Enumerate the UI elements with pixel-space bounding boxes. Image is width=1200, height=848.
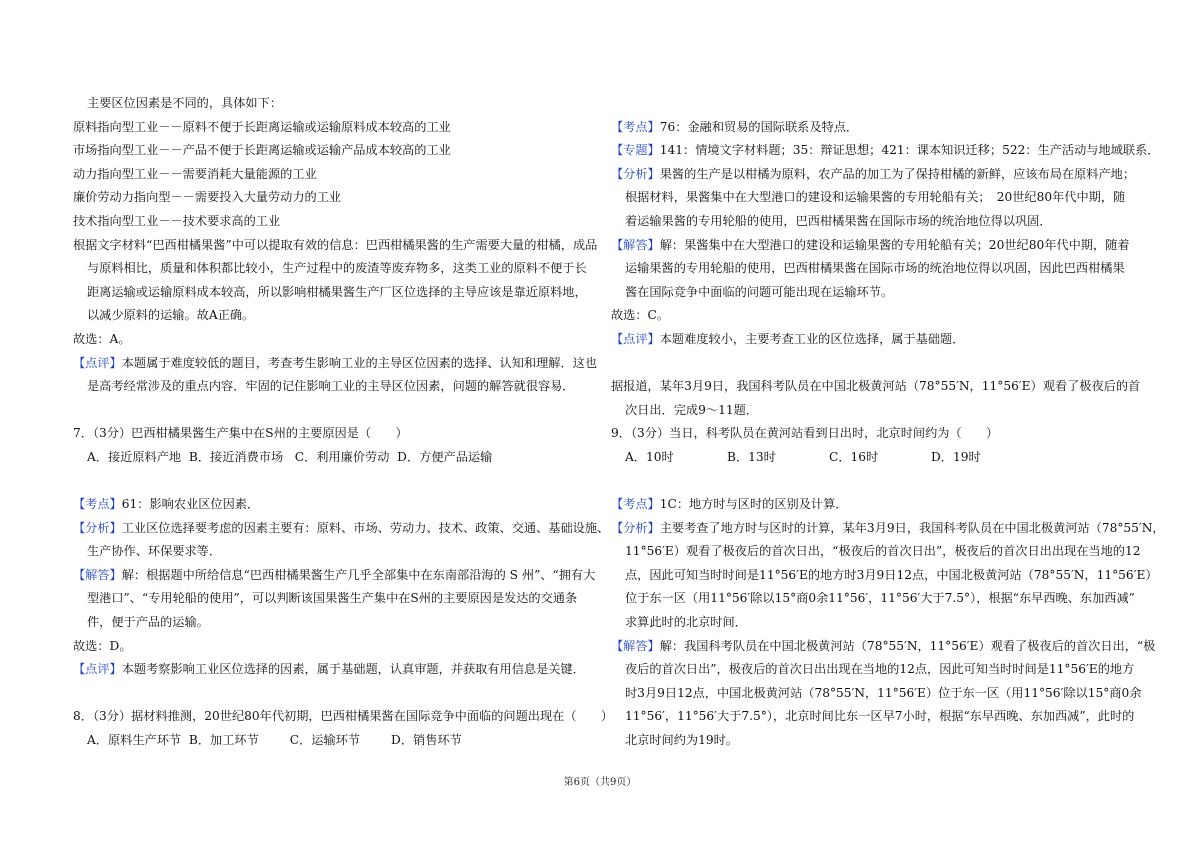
comment-line xyxy=(73,352,598,376)
comment-text: 本题属于难度较低的题目，考查考生影响工业的主导区位因素的选择、认知和理解．这也 xyxy=(121,355,598,370)
jieda-tag: 【解答】 xyxy=(611,638,660,653)
option-a: A．10时 xyxy=(625,449,674,464)
kaodian-text: 61：影响农业区位因素． xyxy=(121,497,260,512)
spacer xyxy=(611,352,1131,376)
jieda-line: 时3月9日12点，中国北极黄河站（78°55′N，11°56′E）位于东一区（用11°56′除以15°商0余 xyxy=(625,685,1142,700)
kaodian-tag: 【考点】 xyxy=(611,119,660,134)
analysis-line: 以减少原料的运输。故A正确。 xyxy=(87,308,255,323)
fenxi-tag: 【分析】 xyxy=(611,166,660,181)
factor-line: 廉价劳动力指向型－－需要投入大量劳动力的工业 xyxy=(73,190,342,205)
dianping-text: 本题考察影响工业区位选择的因素，属于基础题，认真审题，并获取有用信息是关键． xyxy=(121,662,585,677)
fenxi-text: 主要考查了地方时与区时的计算，某年3月9日，我国科考队员在中国北极黄河站（78°55′N， xyxy=(659,520,1165,535)
kaodian-line xyxy=(611,116,1131,140)
option-a: A．接近原料产地 xyxy=(87,449,182,464)
option-b: B．加工环节 xyxy=(188,733,259,748)
right-column xyxy=(611,92,1165,753)
dianping-line xyxy=(73,658,593,682)
factor-line: 技术指向型工业－－技术要求高的工业 xyxy=(73,213,281,228)
jieda-line: 北京时间约为19时。 xyxy=(625,733,739,748)
jieda-line xyxy=(611,635,1156,659)
jieda-line: 件，便于产品的运输。 xyxy=(87,615,209,630)
spacer xyxy=(73,682,593,706)
dianping-tag: 【点评】 xyxy=(73,662,122,677)
option-c: C．16时 xyxy=(829,449,879,464)
zhuanti-tag: 【专题】 xyxy=(611,143,660,158)
kaodian-tag: 【考点】 xyxy=(611,497,660,512)
choice-line: 故选：C。 xyxy=(611,308,670,323)
question-7-stem: 7．（3分）巴西柑橘果酱生产集中在S州的主要原因是（ ） xyxy=(73,426,408,441)
fenxi-tag: 【分析】 xyxy=(611,520,660,535)
option-c: C．利用廉价劳动 xyxy=(294,449,390,464)
option-c: C．运输环节 xyxy=(289,733,361,748)
fenxi-line: 求算此时的北京时间． xyxy=(625,615,747,630)
jieda-text: 解：果酱集中在大型港口的建设和运输果酱的专用轮船有关；20世纪80年代中期，随着 xyxy=(659,237,1130,252)
material-line: 次日出．完成9～11题． xyxy=(625,402,758,417)
intro-text: 主要区位因素是不同的，具体如下： xyxy=(87,96,282,110)
spacer xyxy=(611,470,1131,494)
jieda-line: 11°56′，11°56′大于7.5°），北京时间比东一区早7小时，根据“东早西晚、东加西减”，此时的 xyxy=(625,709,1135,724)
question-8-options xyxy=(73,729,593,753)
dianping-text: 本题难度较小，主要考查工业的区位选择，属于基础题． xyxy=(659,331,965,346)
question-9-options xyxy=(611,446,1131,470)
fenxi-line xyxy=(73,517,610,541)
spacer xyxy=(73,399,593,423)
kaodian-text: 76：金融和贸易的国际联系及特点． xyxy=(659,119,859,134)
fenxi-tag: 【分析】 xyxy=(73,520,122,535)
question-8-stem: 8．（3分）据材料推测，20世纪80年代初期，巴西柑橘果酱在国际竞争中面临的问题出现在（ ） xyxy=(73,709,614,724)
question-9-stem: 9．（3分）当日，科考队员在黄河站看到日出时，北京时间约为（ ） xyxy=(611,426,999,441)
choice-line: 故选：A。 xyxy=(73,331,131,346)
choice-line: 故选：D。 xyxy=(73,638,132,653)
jieda-line: 型港口”、“专用轮船的使用”，可以判断该国果酱生产集中在S州的主要原因是发达的交通条 xyxy=(87,591,578,606)
kaodian-line xyxy=(611,493,1131,517)
option-d: D．销售环节 xyxy=(391,733,462,748)
question-7-options xyxy=(73,446,593,470)
factor-line: 原料指向型工业－－原料不便于长距离运输或运输原料成本较高的工业 xyxy=(73,119,451,134)
fenxi-line: 根据材料，果酱集中在大型港口的建设和运输果酱的专用轮船有关； 20世纪80年代中期，随 xyxy=(625,190,1126,205)
zhuanti-text: 141：情境文字材料题；35：辩证思想；421：课本知识迁移；522：生产活动与地域联系． xyxy=(659,143,1160,158)
factor-line: 市场指向型工业－－产品不便于长距离运输或运输产品成本较高的工业 xyxy=(73,143,451,158)
dianping-tag: 【点评】 xyxy=(611,331,660,346)
jieda-line: 运输果酱的专用轮船的使用，巴西柑橘果酱在国际市场的统治地位得以巩固，因此巴西柑橘果 xyxy=(625,261,1125,276)
spacer xyxy=(73,470,593,494)
analysis-line: 与原料相比，质量和体积都比较小，生产过程中的废渣等废弃物多，这类工业的原料不便于长 xyxy=(87,261,587,276)
fenxi-line xyxy=(611,163,1136,187)
factor-line: 动力指向型工业－－需要消耗大量能源的工业 xyxy=(73,166,317,181)
analysis-line: 根据文字材料“巴西柑橘果酱”中可以提取有效的信息：巴西柑橘果酱的生产需要大量的柑橘，成品 xyxy=(73,237,598,252)
jieda-text: 解：我国科考队员在中国北极黄河站（78°55′N，11°56′E）观看了极夜后的首次日出，“极 xyxy=(659,638,1156,653)
fenxi-line: 11°56′E）观看了极夜后的首次日出，“极夜后的首次日出”，极夜后的首次日出出现在当地的12 xyxy=(625,544,1141,559)
fenxi-text: 工业区位选择要考虑的因素主要有：原料、市场、劳动力、技术、政策、交通、基础设施、 xyxy=(121,520,610,535)
page-footer: 第6页（共9页） xyxy=(563,777,637,788)
fenxi-text: 果酱的生产是以柑橘为原料，农产品的加工为了保持柑橘的新鲜，应该布局在原料产地； xyxy=(659,166,1136,181)
left-column xyxy=(73,92,614,753)
jieda-line xyxy=(73,564,596,588)
fenxi-line xyxy=(611,517,1165,541)
comment-line: 是高考经常涉及的重点内容．牢固的记住影响工业的主导区位因素，问题的解答就很容易． xyxy=(87,379,575,394)
option-a: A．原料生产环节 xyxy=(87,733,182,748)
jieda-tag: 【解答】 xyxy=(611,237,660,252)
jieda-line: 夜后的首次日出”，极夜后的首次日出出现在当地的12点，因此可知当时时间是11°56′E的地方 xyxy=(625,662,1135,677)
option-d: D．19时 xyxy=(931,449,981,464)
kaodian-tag: 【考点】 xyxy=(73,497,122,512)
fenxi-line: 生产协作、环保要求等． xyxy=(87,544,222,559)
comment-tag: 【点评】 xyxy=(73,355,122,370)
option-b: B．13时 xyxy=(727,449,776,464)
option-d: D．方便产品运输 xyxy=(397,449,493,464)
fenxi-line: 位于东一区（用11°56′除以15°商0余11°56′，11°56′大于7.5°），根据“东早西晚、东加西减” xyxy=(625,591,1135,606)
zhuanti-line xyxy=(611,139,1160,163)
kaodian-text: 1C：地方时与区时的区别及计算． xyxy=(659,497,848,512)
material-line: 据报道，某年3月9日，我国科考队员在中国北极黄河站（78°55′N，11°56′E）观看了极夜后的首 xyxy=(611,379,1141,394)
jieda-line xyxy=(611,234,1131,258)
jieda-text: 解：根据题中所给信息“巴西柑橘果酱生产几乎全部集中在东南部沿海的 S 州”、“拥有大 xyxy=(121,567,596,582)
jieda-tag: 【解答】 xyxy=(73,567,122,582)
kaodian-line xyxy=(73,493,593,517)
option-b: B．接近消费市场 xyxy=(188,449,284,464)
fenxi-line: 点，因此可知当时时间是11°56′E的地方时3月9日12点，中国北极黄河站（78°55′N，11°56′E） xyxy=(625,567,1158,582)
dianping-line xyxy=(611,328,1131,352)
jieda-line: 酱在国际竞争中面临的问题可能出现在运输环节。 xyxy=(625,284,894,299)
fenxi-line: 着运输果酱的专用轮船的使用，巴西柑橘果酱在国际市场的统治地位得以巩固． xyxy=(625,213,1052,228)
analysis-line: 距离运输或运输原料成本较高，所以影响柑橘果酱生产厂区位选择的主导应该是靠近原料地， xyxy=(87,284,587,299)
